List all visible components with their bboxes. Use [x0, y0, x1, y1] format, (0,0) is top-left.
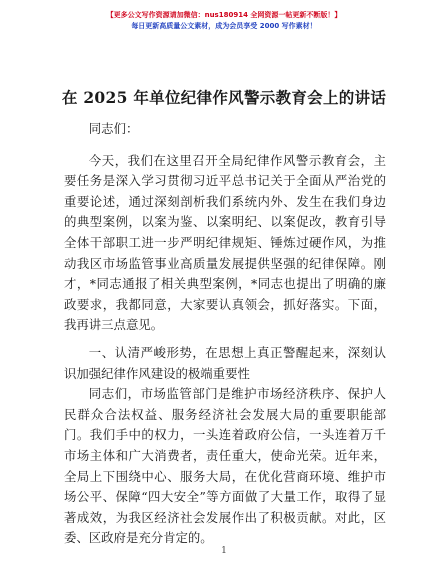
salutation: 同志们： [88, 121, 139, 136]
section-paragraph: 同志们，市场监管部门是维护市场经济秩序、保护人民群众合法权益、服务经济社会发展大局的重要职能部门。我们手中的权力，一头连着政府公信，一头连着万千市场主体和广大消费者，责任重大，使命光荣。近年来，全局上下围绕中心、服务大局，在优化营商环境、维护市场公平、保障“四大安全”等方面做了大量工作，取得了显著成效，为我区经济社会发展作出了积极贡献。对此，区委、区政府是充分肯定的。 [64, 386, 386, 546]
promo-line-2: 每日更新高质量公文素材，成为会员享受 2000 写作素材！ [131, 22, 317, 30]
document-body [64, 119, 386, 549]
section-heading: 一、认清严峻形势，在思想上真正警醒起来，深刻认识加强纪律作风建设的极端重要性 [64, 344, 386, 381]
page-number: 1 [221, 546, 227, 556]
promo-line-1: 【更多公文写作资源请加微信：nus180914 全网资源一帖更新不断版！】 [106, 11, 342, 19]
promo-header [0, 10, 448, 32]
document-title: 在 2025 年单位纪律作风警示教育会上的讲话 [61, 88, 387, 107]
intro-paragraph: 今天，我们在这里召开全局纪律作风警示教育会，主要任务是深入学习贯彻习近平总书记关于全面从严治党的重要论述，通过深刻剖析我们系统内外、发生在我们身边的典型案例，以案为鉴、以案明纪、以案促改，教育引导全体干部职工进一步严明纪律规矩、锤炼过硬作风，为推动我区市场监管事业高质量发展提供坚强的纪律保障。刚才，*同志通报了相关典型案例，*同志也提出了明确的廉政要求，我都同意，大家要认真领会，抓好落实。下面，我再讲三点意见。 [64, 152, 386, 333]
